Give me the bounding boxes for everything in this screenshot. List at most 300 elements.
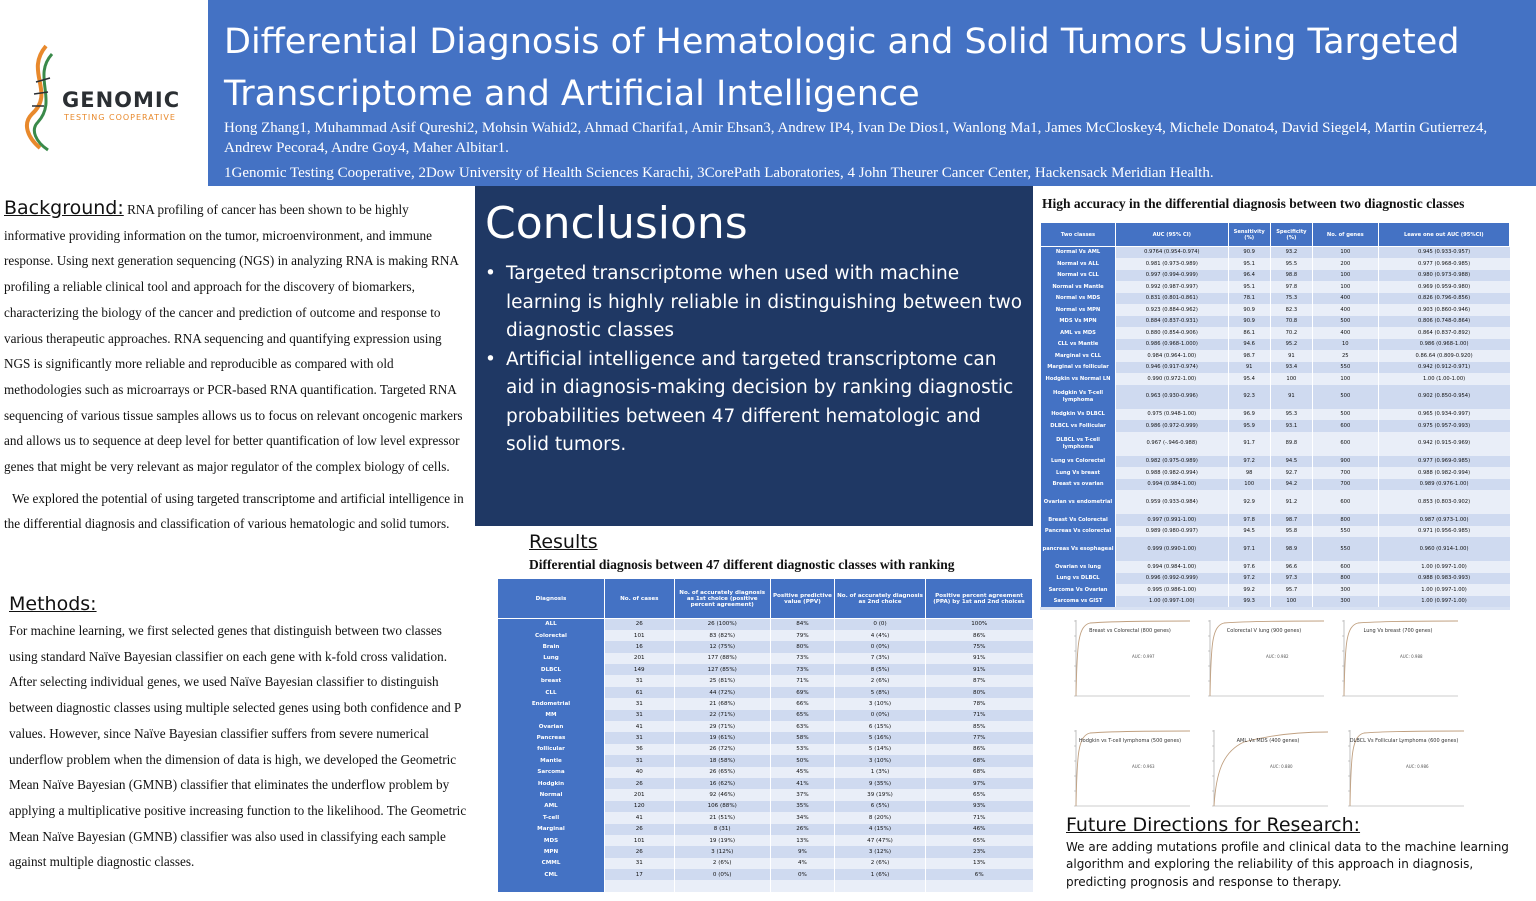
two-class-cell: 0.987 (0.973-1.00) <box>1378 514 1509 526</box>
results-column-header: Diagnosis <box>498 579 605 619</box>
results-cell: 16 (62%) <box>674 778 770 789</box>
results-cell: 0% <box>770 869 834 880</box>
two-class-column-header: Two classes <box>1041 223 1116 247</box>
roc-auc-label: AUC: 0.986 <box>1406 764 1429 769</box>
results-cell: 23% <box>925 846 1032 857</box>
two-class-cell: 0.989 (0.980-0.997) <box>1116 526 1229 538</box>
two-class-cell: 0.884 (0.837-0.931) <box>1116 316 1229 328</box>
logo-tagline: TESTING COOPERATIVE <box>64 113 176 122</box>
two-class-cell: 0.977 (0.968-0.985) <box>1378 258 1509 270</box>
two-class-cell: 92.9 <box>1228 490 1270 514</box>
results-cell: 5 (16%) <box>835 732 926 743</box>
results-cell: 3 (12%) <box>835 846 926 857</box>
two-class-cell: 0.9764 (0.954-0.974) <box>1116 247 1229 259</box>
methods-section <box>9 590 471 875</box>
results-cell: 13% <box>925 858 1032 869</box>
two-class-cell: 0.965 (0.934-0.997) <box>1378 409 1509 421</box>
conclusion-bullet: • Targeted transcriptome when used with machine learning is highly reliable in distinguishing between two diagnostic classes <box>485 260 1025 346</box>
results-cell: 101 <box>605 835 675 846</box>
two-class-cell: 99.3 <box>1228 596 1270 608</box>
two-class-row <box>1041 584 1510 596</box>
results-cell: 2 (6%) <box>835 858 926 869</box>
results-cell: 53% <box>770 744 834 755</box>
results-column-header: No. of accurately diagnosis as 1st choice (positive percent agreement) <box>674 579 770 619</box>
results-cell: 97% <box>925 778 1032 789</box>
results-cell: 44 (72%) <box>674 687 770 698</box>
results-cell: 201 <box>605 789 675 800</box>
results-cell: 39 (19%) <box>835 789 926 800</box>
two-class-row <box>1041 258 1510 270</box>
roc-auc-label: AUC: 0.997 <box>1132 654 1155 659</box>
two-class-cell: 0.997 (0.994-0.999) <box>1116 270 1229 282</box>
results-cell <box>605 880 675 892</box>
results-cell: 29 (71%) <box>674 721 770 732</box>
two-class-cell: 95.2 <box>1270 339 1312 351</box>
two-class-cell: 0.959 (0.933-0.984) <box>1116 490 1229 514</box>
two-class-column-header: Leave one out AUC (95%CI) <box>1378 223 1509 247</box>
two-class-row <box>1041 596 1510 608</box>
results-cell: 75% <box>925 641 1032 652</box>
diagnosis-cell: Colorectal <box>498 630 605 641</box>
class-pair-cell: DLBCL vs T-cell lymphoma <box>1041 432 1116 456</box>
results-cell: 91% <box>925 664 1032 675</box>
two-class-cell: 500 <box>1312 385 1378 409</box>
results-cell: 201 <box>605 653 675 664</box>
diagnosis-cell: MDS <box>498 835 605 846</box>
two-class-cell: 0.942 (0.915-0.969) <box>1378 432 1509 456</box>
class-pair-cell: Hodgkin Vs T-cell lymphoma <box>1041 385 1116 409</box>
two-class-cell: 900 <box>1312 456 1378 468</box>
two-class-cell: 97.2 <box>1228 456 1270 468</box>
two-class-row <box>1041 281 1510 293</box>
two-class-row <box>1041 270 1510 282</box>
two-class-cell: 400 <box>1312 327 1378 339</box>
two-class-row <box>1041 327 1510 339</box>
two-class-row <box>1041 490 1510 514</box>
results-column-header: No. of cases <box>605 579 675 619</box>
two-class-row <box>1041 362 1510 374</box>
two-class-cell: 0.806 (0.748-0.864) <box>1378 316 1509 328</box>
two-class-cell: 800 <box>1312 573 1378 585</box>
two-class-cell: 0.986 (0.972-0.999) <box>1116 420 1229 432</box>
results-row <box>498 664 1033 675</box>
logo-wordmark: GENOMIC <box>62 88 181 112</box>
background-heading: Background: <box>4 197 124 219</box>
results-cell: 25 (81%) <box>674 675 770 686</box>
results-cell: 26 <box>605 824 675 835</box>
two-class-cell: 0.853 (0.803-0.902) <box>1378 490 1509 514</box>
two-class-cell: 97.1 <box>1228 537 1270 561</box>
results-cell: 16 <box>605 641 675 652</box>
two-class-cell: 0.981 (0.973-0.989) <box>1116 258 1229 270</box>
diagnosis-cell: Mantle <box>498 755 605 766</box>
two-class-cell: 91 <box>1270 350 1312 362</box>
results-cell: 120 <box>605 801 675 812</box>
two-class-cell: 93.2 <box>1270 247 1312 259</box>
results-cell <box>835 880 926 892</box>
results-cell: 7 (3%) <box>835 653 926 664</box>
diagnosis-cell: breast <box>498 675 605 686</box>
two-class-cell: 99.2 <box>1228 584 1270 596</box>
results-cell: 26 <box>605 619 675 630</box>
two-class-cell: 98.7 <box>1228 350 1270 362</box>
two-class-cell: 0.988 (0.982-0.994) <box>1378 467 1509 479</box>
two-class-cell: 100 <box>1312 247 1378 259</box>
poster-title: Differential Diagnosis of Hematologic and Solid Tumors Using Targeted Transcriptome and Artificial Intelligence <box>224 22 1460 114</box>
results-cell: 78% <box>925 698 1032 709</box>
two-class-cell: 94.2 <box>1270 479 1312 491</box>
diagnosis-cell: follicular <box>498 744 605 755</box>
roc-curve-plot <box>1200 614 1328 702</box>
diagnosis-cell: CLL <box>498 687 605 698</box>
results-cell: 68% <box>925 767 1032 778</box>
roc-curve-plot <box>1066 614 1194 702</box>
results-row <box>498 767 1033 778</box>
results-cell: 41% <box>770 778 834 789</box>
results-row <box>498 789 1033 800</box>
two-class-cell: 90.9 <box>1228 316 1270 328</box>
two-class-cell: 0.975 (0.957-0.993) <box>1378 420 1509 432</box>
results-cell <box>498 880 605 892</box>
roc-curve-plot <box>1334 614 1462 702</box>
results-cell: 5 (14%) <box>835 744 926 755</box>
two-class-cell: 400 <box>1312 304 1378 316</box>
two-class-row <box>1041 526 1510 538</box>
two-class-cell: 92.7 <box>1270 467 1312 479</box>
results-cell: 21 (51%) <box>674 812 770 823</box>
results-cell: 36 <box>605 744 675 755</box>
diagnosis-cell: ALL <box>498 619 605 630</box>
results-cell: 92 (46%) <box>674 789 770 800</box>
two-class-cell: 600 <box>1312 490 1378 514</box>
results-row <box>498 721 1033 732</box>
two-class-cell: 0.986 (0.968-1.000) <box>1116 339 1229 351</box>
two-class-cell: 97.3 <box>1270 573 1312 585</box>
results-cell: 73% <box>770 653 834 664</box>
two-class-cell: 0.946 (0.917-0.974) <box>1116 362 1229 374</box>
results-cell: 61 <box>605 687 675 698</box>
two-class-row <box>1041 304 1510 316</box>
two-class-row <box>1041 573 1510 585</box>
two-class-column-header: AUC (95% CI) <box>1116 223 1229 247</box>
results-cell: 31 <box>605 755 675 766</box>
class-pair-cell: Lung vs DLBCL <box>1041 573 1116 585</box>
two-class-row <box>1041 420 1510 432</box>
class-pair-cell: DLBCL vs Follicular <box>1041 420 1116 432</box>
class-pair-cell: Normal vs ALL <box>1041 258 1116 270</box>
results-cell: 69% <box>770 687 834 698</box>
two-class-cell: 0.975 (0.948-1.00) <box>1116 409 1229 421</box>
results-cell: 13% <box>770 835 834 846</box>
class-pair-cell: Sarcoma vs GIST <box>1041 596 1116 608</box>
two-class-cell: 95.8 <box>1270 526 1312 538</box>
results-cell: 37% <box>770 789 834 800</box>
two-class-cell: 300 <box>1312 596 1378 608</box>
results-cell: 0 (0%) <box>835 641 926 652</box>
two-class-cell: 0.831 (0.801-0.861) <box>1116 293 1229 305</box>
results-cell: 17 <box>605 869 675 880</box>
two-class-cell: 1.00 (0.997-1.00) <box>1378 596 1509 608</box>
two-class-cell: 0.996 (0.992-0.999) <box>1116 573 1229 585</box>
results-cell: 77% <box>925 732 1032 743</box>
conclusions-heading: Conclusions <box>485 198 748 249</box>
class-pair-cell: Marginal vs CLL <box>1041 350 1116 362</box>
results-cell: 5 (8%) <box>835 687 926 698</box>
results-cell: 149 <box>605 664 675 675</box>
methods-paragraph: For machine learning, we first selected genes that distinguish between two classes using standard Naïve Bayesian classifier on each gene with k-fold cross validation. After selecting individual genes, we used Naïve Bayesian classifier to distinguish between diagnostic classes using multiple selected genes using both confidence and P values. However, since Naïve Bayesian classifier suffers from severe numerical underflow problem when the dimension of data is high, we developed the Geometric Mean Naïve Bayesian (GMNB) classifier that eliminates the underflow problem by applying a multiplicative positive increasing function to the likelihood. The Geometric Mean Naïve Bayesian (GMNB) classifier was also used in classifying each sample against multiple diagnostic classes. <box>9 623 467 870</box>
two-class-cell: 0.967 (-.946-0.988) <box>1116 432 1229 456</box>
class-pair-cell: Breast Vs Colorectal <box>1041 514 1116 526</box>
results-cell: 101 <box>605 630 675 641</box>
results-cell: 26 <box>605 846 675 857</box>
results-cell: 91% <box>925 653 1032 664</box>
poster-header <box>208 0 1536 186</box>
two-class-cell: 0.945 (0.933-0.957) <box>1378 247 1509 259</box>
results-cell: 71% <box>925 812 1032 823</box>
two-class-cell: 0.986 (0.968-1.00) <box>1378 339 1509 351</box>
results-cell: 40 <box>605 767 675 778</box>
two-class-row <box>1041 561 1510 573</box>
two-class-cell: 98.9 <box>1270 537 1312 561</box>
class-pair-cell: Ovarian vs endometrial <box>1041 490 1116 514</box>
two-class-cell: 98.7 <box>1270 514 1312 526</box>
two-class-cell: 0.992 (0.987-0.997) <box>1116 281 1229 293</box>
results-cell: 26% <box>770 824 834 835</box>
results-row <box>498 710 1033 721</box>
two-class-cell: 1.00 (0.997-1.00) <box>1116 596 1229 608</box>
class-pair-cell: Lung Vs breast <box>1041 467 1116 479</box>
two-class-cell: 400 <box>1312 293 1378 305</box>
two-class-cell: 94.6 <box>1228 339 1270 351</box>
author-list: Hong Zhang1, Muhammad Asif Qureshi2, Mohsin Wahid2, Ahmad Charifa1, Amir Ehsan3, Andrew IP4, Ivan De Dios1, Wanlong Ma1, James McCloskey4, Michele Donato4, David Siegel4, Martin Gutierrez4, Andrew Pecora4, Andre Goy4, Maher Albitar1. <box>224 120 1488 156</box>
results-cell: 26 <box>605 778 675 789</box>
results-cell: 6 (5%) <box>835 801 926 812</box>
results-cell: 0 (0%) <box>835 710 926 721</box>
results-row <box>498 744 1033 755</box>
two-class-cell: 1.00 (0.997-1.00) <box>1378 561 1509 573</box>
results-row <box>498 653 1033 664</box>
results-cell: 3 (12%) <box>674 846 770 857</box>
two-class-cell: 550 <box>1312 362 1378 374</box>
class-pair-cell: Breast vs ovarian <box>1041 479 1116 491</box>
two-class-cell: 100 <box>1270 373 1312 385</box>
two-class-cell: 95.7 <box>1270 584 1312 596</box>
results-row <box>498 641 1033 652</box>
diagnosis-cell: Brain <box>498 641 605 652</box>
results-cell: 4% <box>770 858 834 869</box>
two-class-cell: 0.86.64 (0.809-0.920) <box>1378 350 1509 362</box>
results-cell <box>770 880 834 892</box>
results-cell <box>674 880 770 892</box>
results-cell: 41 <box>605 721 675 732</box>
two-class-cell: 0.977 (0.969-0.985) <box>1378 456 1509 468</box>
two-class-cell: 94.5 <box>1270 456 1312 468</box>
two-class-cell: 0.982 (0.975-0.989) <box>1116 456 1229 468</box>
results-cell: 68% <box>925 755 1032 766</box>
two-class-row <box>1041 339 1510 351</box>
results-heading: Results <box>529 531 598 553</box>
two-class-cell: 95.9 <box>1228 420 1270 432</box>
two-class-column-header: Sensitivity (%) <box>1228 223 1270 247</box>
two-class-cell: 0.988 (0.983-0.993) <box>1378 573 1509 585</box>
results-cell: 4 (15%) <box>835 824 926 835</box>
diagnosis-cell: Hodgkin <box>498 778 605 789</box>
two-class-cell: 91.2 <box>1270 490 1312 514</box>
results-cell: 83 (82%) <box>674 630 770 641</box>
roc-auc-label: AUC: 0.880 <box>1270 764 1293 769</box>
results-cell: 79% <box>770 630 834 641</box>
results-cell <box>925 880 1032 892</box>
two-class-cell: 98.8 <box>1270 270 1312 282</box>
class-pair-cell: Hodgkin Vs DLBCL <box>1041 409 1116 421</box>
background-section <box>4 196 470 537</box>
results-cell: 66% <box>770 698 834 709</box>
class-pair-cell: Marginal vs follicular <box>1041 362 1116 374</box>
two-class-cell: 200 <box>1312 258 1378 270</box>
results-cell: 71% <box>770 675 834 686</box>
results-row <box>498 858 1033 869</box>
results-cell: 26 (65%) <box>674 767 770 778</box>
two-class-row <box>1041 247 1510 259</box>
two-class-cell: 0.923 (0.884-0.962) <box>1116 304 1229 316</box>
results-row <box>498 778 1033 789</box>
results-cell: 58% <box>770 732 834 743</box>
results-cell: 80% <box>770 641 834 652</box>
class-pair-cell: Normal vs CLL <box>1041 270 1116 282</box>
results-cell: 6% <box>925 869 1032 880</box>
two-class-row <box>1041 293 1510 305</box>
results-cell: 0 (0%) <box>674 869 770 880</box>
results-row <box>498 755 1033 766</box>
results-cell: 85% <box>925 721 1032 732</box>
background-paragraph-2: We explored the potential of using targeted transcriptome and artificial intelligence in the differential diagnosis and classification of various hematologic and solid tumors. <box>4 490 464 532</box>
two-class-row <box>1041 385 1510 409</box>
results-table <box>497 578 1033 892</box>
background-paragraph-1: RNA profiling of cancer has been shown to be highly informative providing information on the tumor, microenvironment, and immune response. Using next generation sequencing (NGS) in analyzing RNA is making RNA profiling a reliable clinical tool and approach for the discovery of biomarkers, characterizing the biology of the cancer and prediction of outcome and response to various therapeutic approaches. RNA sequencing and quantifying expression using NGS is significantly more reliable and reproducible as compared with old methodologies such as microarrays or PCR-based RNA quantification. Targeted RNA sequencing of various tissue samples allows us to focus on relevant oncogenic markers and allows us to sequence at deep level for better quantification of low level expressor genes that might be very relevant as major regulator of the complex biology of cells. <box>4 202 463 475</box>
two-class-cell: 500 <box>1312 316 1378 328</box>
results-row <box>498 698 1033 709</box>
two-class-cell: 0.902 (0.850-0.954) <box>1378 385 1509 409</box>
results-cell: 0 (0) <box>835 619 926 630</box>
results-cell: 84% <box>770 619 834 630</box>
class-pair-cell: pancreas Vs esophageal <box>1041 537 1116 561</box>
two-class-table-container <box>1040 222 1510 610</box>
two-class-cell: 96.9 <box>1228 409 1270 421</box>
two-class-cell: 550 <box>1312 526 1378 538</box>
results-cell: 65% <box>770 710 834 721</box>
diagnosis-cell: Lung <box>498 653 605 664</box>
two-class-column-header: No. of genes <box>1312 223 1378 247</box>
two-class-cell: 1.00 (0.997-1.00) <box>1378 584 1509 596</box>
two-class-row <box>1041 409 1510 421</box>
diagnosis-cell: MM <box>498 710 605 721</box>
results-row <box>498 675 1033 686</box>
conclusion-bullet: • Artificial intelligence and targeted transcriptome can aid in diagnosis-making decision by ranking diagnostic probabilities between 47 different hematologic and solid tumors. <box>485 346 1025 460</box>
diagnosis-cell: DLBCL <box>498 664 605 675</box>
two-class-cell: 700 <box>1312 479 1378 491</box>
results-cell: 87% <box>925 675 1032 686</box>
two-class-cell: 0.997 (0.991-1.00) <box>1116 514 1229 526</box>
future-directions-text: We are adding mutations profile and clinical data to the machine learning algorithm and exploring the reliability of this approach in diagnosis, predicting prognosis and response to therapy. <box>1066 840 1509 889</box>
two-class-cell: 700 <box>1312 467 1378 479</box>
two-class-cell: 1.00 (1.00-1.00) <box>1378 373 1509 385</box>
two-class-cell: 0.989 (0.976-1.00) <box>1378 479 1509 491</box>
two-class-cell: 90.9 <box>1228 304 1270 316</box>
results-cell: 127 (85%) <box>674 664 770 675</box>
affiliations: 1Genomic Testing Cooperative, 2Dow University of Health Sciences Karachi, 3CorePath Laboratories, 4 John Theurer Cancer Center, Hackensack Meridian Health. <box>224 165 1214 181</box>
results-cell: 41 <box>605 812 675 823</box>
results-cell: 100% <box>925 619 1032 630</box>
results-cell: 9 (35%) <box>835 778 926 789</box>
results-cell: 9% <box>770 846 834 857</box>
results-row <box>498 835 1033 846</box>
results-row <box>498 869 1033 880</box>
results-cell: 45% <box>770 767 834 778</box>
two-class-column-header: Specificity (%) <box>1270 223 1312 247</box>
logo <box>0 0 208 186</box>
results-cell: 3 (10%) <box>835 698 926 709</box>
diagnosis-cell: CML <box>498 869 605 880</box>
results-cell: 18 (58%) <box>674 755 770 766</box>
diagnosis-cell: Ovarian <box>498 721 605 732</box>
two-class-table <box>1040 222 1510 607</box>
class-pair-cell: Sarcoma Vs Ovarian <box>1041 584 1116 596</box>
two-class-cell: 0.942 (0.912-0.971) <box>1378 362 1509 374</box>
results-cell: 34% <box>770 812 834 823</box>
results-cell: 8 (31) <box>674 824 770 835</box>
two-class-cell: 0.960 (0.914-1.00) <box>1378 537 1509 561</box>
roc-plot-title: Lung Vs breast (700 genes) <box>1363 628 1433 634</box>
roc-curve-plot <box>1066 724 1194 812</box>
results-row <box>498 619 1033 630</box>
two-class-cell: 82.3 <box>1270 304 1312 316</box>
bullet-icon: • <box>485 263 496 284</box>
results-row <box>498 812 1033 823</box>
results-cell: 19 (61%) <box>674 732 770 743</box>
two-class-cell: 98 <box>1228 467 1270 479</box>
results-cell: 1 (6%) <box>835 869 926 880</box>
two-class-row <box>1041 316 1510 328</box>
two-class-cell: 0.971 (0.956-0.985) <box>1378 526 1509 538</box>
two-class-cell: 600 <box>1312 432 1378 456</box>
two-class-cell: 100 <box>1312 373 1378 385</box>
results-cell: 8 (20%) <box>835 812 926 823</box>
diagnosis-cell: Sarcoma <box>498 767 605 778</box>
results-cell: 8 (5%) <box>835 664 926 675</box>
two-class-cell: 0.994 (0.984-1.00) <box>1116 561 1229 573</box>
results-cell: 12 (75%) <box>674 641 770 652</box>
class-pair-cell: Ovarian vs lung <box>1041 561 1116 573</box>
two-class-row <box>1041 514 1510 526</box>
results-cell: 80% <box>925 687 1032 698</box>
two-class-cell: 0.984 (0.964-1.00) <box>1116 350 1229 362</box>
two-class-cell: 70.8 <box>1270 316 1312 328</box>
two-class-cell: 0.903 (0.860-0.946) <box>1378 304 1509 316</box>
two-class-cell: 92.3 <box>1228 385 1270 409</box>
two-class-cell: 0.826 (0.796-0.856) <box>1378 293 1509 305</box>
two-class-cell: 95.1 <box>1228 281 1270 293</box>
roc-auc-label: AUC: 0.988 <box>1400 654 1423 659</box>
two-class-cell: 0.995 (0.986-1.00) <box>1116 584 1229 596</box>
two-class-cell: 0.988 (0.982-0.994) <box>1116 467 1229 479</box>
results-cell: 86% <box>925 630 1032 641</box>
two-class-cell: 10 <box>1312 339 1378 351</box>
two-class-cell: 97.6 <box>1228 561 1270 573</box>
results-cell: 93% <box>925 801 1032 812</box>
future-directions-heading: Future Directions for Research: <box>1066 814 1361 836</box>
results-cell: 6 (15%) <box>835 721 926 732</box>
diagnosis-cell: T-cell <box>498 812 605 823</box>
